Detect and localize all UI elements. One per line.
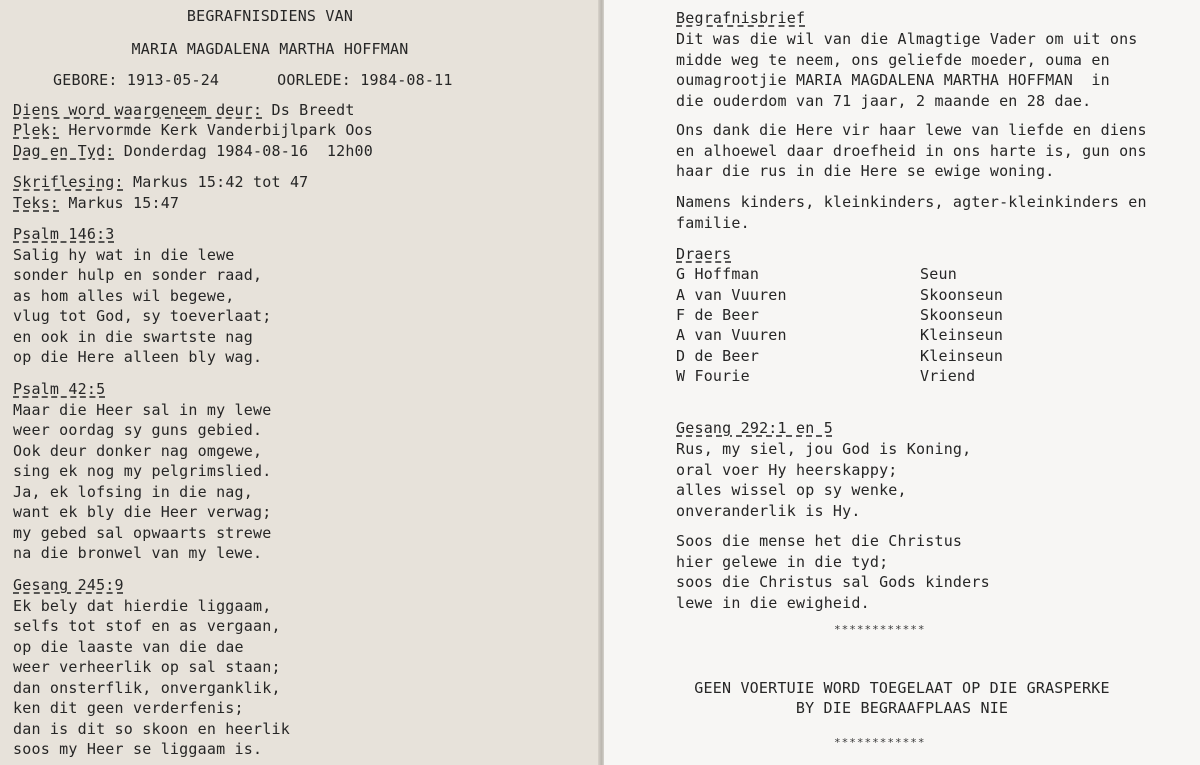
letter-title: Begrafnisbrief: [676, 9, 806, 27]
scripture-line: [13, 172, 308, 192]
verse-line: dan onsterflik, onverganklik,: [13, 679, 281, 697]
verse-line: op die Here alleen bly wag.: [13, 348, 263, 366]
officiant-line: [13, 100, 355, 120]
bearer-relation: Vriend: [920, 367, 976, 385]
scripture-label: Skriflesing:: [13, 173, 124, 191]
right-page: [604, 0, 1200, 765]
verse-line: Ja, ek lofsing in die nag,: [13, 483, 253, 501]
verse-line: Ook deur donker nag omgewe,: [13, 442, 263, 460]
born-label: GEBORE:: [53, 71, 118, 89]
verse-line: onveranderlik is Hy.: [676, 502, 861, 520]
text-value: Markus 15:47: [68, 194, 180, 212]
verse-line: hier gelewe in die tyd;: [676, 553, 889, 571]
psalm-42-title: Psalm 42:5: [13, 380, 106, 398]
scripture-value: Markus 15:42 tot 47: [133, 173, 309, 191]
psalm-146-title: Psalm 146:3: [13, 225, 115, 243]
bearer-name: A van Vuuren: [676, 286, 787, 304]
letter-line: midde weg te neem, ons geliefde moeder, ouma en: [676, 51, 1110, 69]
parking-notice-line-2: BY DIE BEGRAAFPLAAS NIE: [795, 699, 1009, 717]
verse-line: soos die Christus sal Gods kinders: [676, 573, 990, 591]
datetime-value: Donderdag 1984-08-16 12h00: [123, 142, 374, 160]
verse-line: ken dit geen verderfenis;: [13, 699, 244, 717]
verse-line: alles wissel op sy wenke,: [676, 481, 907, 499]
born-date: 1913-05-24: [126, 71, 220, 89]
place-value: Hervormde Kerk Vanderbijlpark Oos: [68, 121, 374, 139]
died-date: 1984-08-11: [360, 71, 453, 89]
letter-line: die ouderdom van 71 jaar, 2 maande en 28 dae.: [676, 92, 1092, 110]
divider-stars: ************: [834, 736, 926, 749]
letter-line: Dit was die wil van die Almagtige Vader om uit ons: [676, 30, 1138, 48]
hymn-292-title: Gesang 292:1 en 5: [676, 419, 833, 437]
officiant-value: Ds Breedt: [271, 101, 355, 119]
place-label: Plek:: [13, 121, 60, 139]
verse-line: want ek bly die Heer verwag;: [13, 503, 272, 521]
letter-line: en alhoewel daar droefheid in ons harte is, gun ons: [676, 142, 1147, 160]
verse-line: oral voer Hy heerskappy;: [676, 461, 898, 479]
datetime-line: [13, 141, 373, 161]
place-line: [13, 120, 373, 140]
verse-line: weer oordag sy guns gebied.: [13, 421, 263, 439]
verse-line: Ek bely dat hierdie liggaam,: [13, 597, 272, 615]
program-title: BEGRAFNISDIENS VAN: [186, 7, 354, 25]
verse-line: weer verheerlik op sal staan;: [13, 658, 281, 676]
officiant-label: Diens word waargeneem deur:: [13, 101, 263, 119]
verse-line: na die bronwel van my lewe.: [13, 544, 263, 562]
letter-line: Ons dank die Here vir haar lewe van liefde en diens: [676, 121, 1147, 139]
verse-line: selfs tot stof en as vergaan,: [13, 617, 281, 635]
bearer-name: F de Beer: [676, 306, 760, 324]
bearer-relation: Skoonseun: [920, 306, 1004, 324]
verse-line: as hom alles wil begewe,: [13, 287, 235, 305]
verse-line: my gebed sal opwaarts strewe: [13, 524, 272, 542]
letter-line: oumagrootjie MARIA MAGDALENA MARTHA HOFFMAN in: [676, 71, 1110, 89]
dates-line: [53, 70, 453, 90]
verse-line: Soos die mense het die Christus: [676, 532, 963, 550]
bearer-relation: Seun: [920, 265, 957, 283]
verse-line: op die laaste van die dae: [13, 638, 244, 656]
letter-line: familie.: [676, 214, 750, 232]
text-label: Teks:: [13, 194, 60, 212]
bearer-name: D de Beer: [676, 347, 760, 365]
verse-line: Rus, my siel, jou God is Koning,: [676, 440, 972, 458]
verse-line: soos my Heer se liggaam is.: [13, 740, 263, 758]
letter-line: haar die rus in die Here se ewige woning.: [676, 162, 1055, 180]
bearer-relation: Kleinseun: [920, 326, 1004, 344]
letter-line: Namens kinders, kleinkinders, agter-kleinkinders en: [676, 193, 1147, 211]
bearer-relation: Kleinseun: [920, 347, 1004, 365]
datetime-label: Dag en Tyd:: [13, 142, 115, 160]
verse-line: dan is dit so skoon en heerlik: [13, 720, 290, 738]
died-label: OORLEDE:: [277, 71, 352, 89]
text-line: [13, 193, 179, 213]
verse-line: Salig hy wat in die lewe: [13, 246, 235, 264]
bearers-title: Draers: [676, 245, 732, 263]
verse-line: Maar die Heer sal in my lewe: [13, 401, 272, 419]
verse-line: en ook in die swartste nag: [13, 328, 253, 346]
verse-line: sonder hulp en sonder raad,: [13, 266, 263, 284]
verse-line: sing ek nog my pelgrimslied.: [13, 462, 272, 480]
verse-line: lewe in die ewigheid.: [676, 594, 870, 612]
bearer-relation: Skoonseun: [920, 286, 1004, 304]
divider-stars: ************: [834, 623, 926, 636]
verse-line: vlug tot God, sy toeverlaat;: [13, 307, 272, 325]
deceased-name: MARIA MAGDALENA MARTHA HOFFMAN: [131, 40, 409, 58]
bearer-name: A van Vuuren: [676, 326, 787, 344]
bearer-name: G Hoffman: [676, 265, 760, 283]
hymn-245-title: Gesang 245:9: [13, 576, 124, 594]
bearer-name: W Fourie: [676, 367, 750, 385]
parking-notice-line-1: GEEN VOERTUIE WORD TOEGELAAT OP DIE GRASPERKE: [694, 679, 1110, 697]
